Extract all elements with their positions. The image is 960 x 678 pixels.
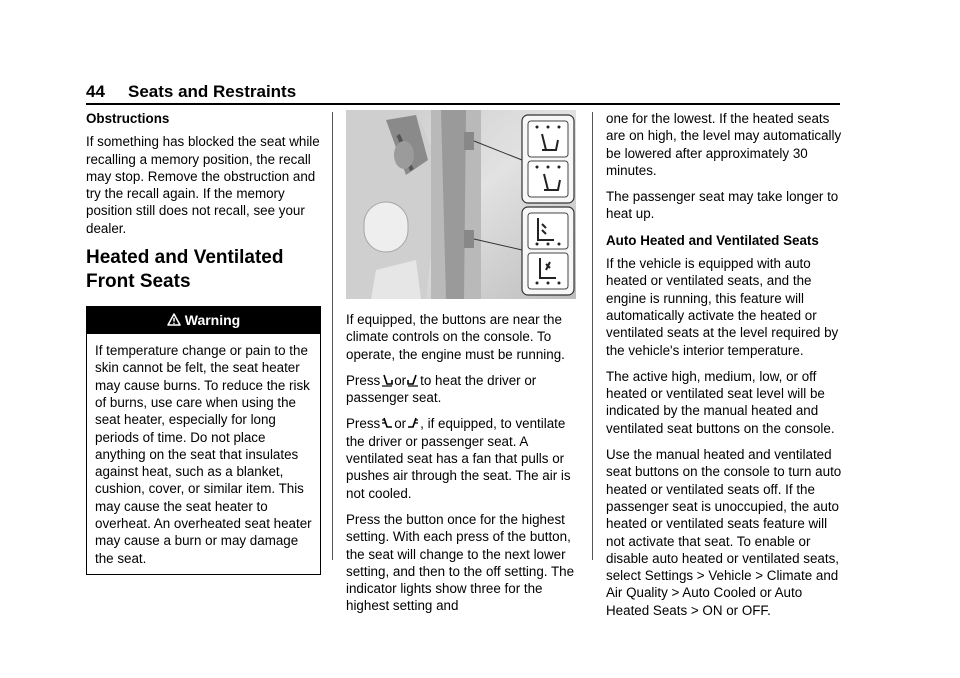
- heated-seat-driver-icon: [381, 374, 393, 387]
- vent-instruction-text: , if equipped, to ventilate the driver or passenger seat. A ventilated seat has a fan that pulls or pushes air through the seat. The air is not cooled.: [346, 416, 571, 501]
- column-1: [86, 110, 321, 575]
- warning-box: [86, 306, 321, 575]
- column-3: [606, 110, 842, 628]
- heat-press-label: Press: [346, 372, 381, 388]
- vent-press-label: Press: [346, 416, 381, 432]
- ventilated-seat-passenger-icon: [407, 417, 419, 430]
- indicator-text: The active high, medium, low, or off heated or ventilated seat level will be indicated by the manual heated and ventilated seat buttons on the console.: [606, 368, 835, 436]
- heat-or-label: or: [394, 372, 407, 388]
- page-number: 44: [86, 82, 105, 101]
- disable-text: Use the manual heated and ventilated seat buttons on the console to turn auto heated or ventilated seats off. If the passenger seat is unoccupied, the auto heated or ventilated seats feature will not activate that seat. To enable or disable auto heated or ventilated seats, select Settings > Vehicle > Climate and Air Quality > Auto Cooled or Auto Heated Seats > ON or OFF.: [606, 447, 842, 618]
- vent-or-label: or: [394, 416, 407, 432]
- obstructions-heading: Obstructions: [86, 111, 170, 126]
- column-2: [346, 110, 581, 624]
- warning-header: [87, 307, 320, 334]
- section-heading: Heated and Ventilated Front Seats: [86, 247, 284, 293]
- heat-instruction-text: to heat the driver or passenger seat.: [346, 372, 537, 406]
- operation-text: If equipped, the buttons are near the climate controls on the console. To operate, the engine must be running.: [346, 312, 565, 362]
- settings-text: Press the button once for the highest setting. With each press of the button, the seat will change to the next lower setting, and then to the off setting. The indicator lights show three for the highest setting and: [346, 511, 575, 614]
- level-text: one for the lowest. If the heated seats are on high, the level may automatically be lowered after approximately 30 minutes.: [606, 111, 842, 178]
- auto-text: If the vehicle is equipped with auto heated or ventilated seats, and the engine is running, this feature will automatically activate the heated or ventilated seats at the level required by the vehicle's interior temperature.: [606, 256, 839, 358]
- section-title: Seats and Restraints: [128, 82, 297, 101]
- column-divider: [332, 112, 333, 560]
- column-divider: [592, 112, 593, 560]
- warning-label: Warning: [184, 312, 241, 329]
- passenger-text: The passenger seat may take longer to heat up.: [606, 189, 839, 222]
- vent-instruction: [346, 415, 581, 501]
- heated-seat-passenger-icon: [407, 374, 419, 387]
- obstructions-text: If something has blocked the seat while recalling a memory position, the recall may stop. Remove the obstruction and try the recall again. If the memory position still does not recall, see your dealer.: [86, 134, 320, 236]
- console-buttons-photo: [346, 110, 576, 299]
- warning-triangle-icon: [167, 313, 181, 326]
- warning-text: If temperature change or pain to the skin cannot be felt, the seat heater may cause burns. To reduce the risk of burns, use care when using the seat heater, especially for long periods of time. Do not place anything on the seat that insulates against heat, such as a blanket, cushion, cover, or similar item. This may cause the seat heater to overheat. An overheated seat heater may cause a burn or may damage the seat.: [95, 343, 312, 566]
- header-rule: [86, 103, 840, 105]
- heat-instruction: [346, 372, 581, 407]
- ventilated-seat-driver-icon: [381, 417, 393, 430]
- auto-heading: Auto Heated and Ventilated Seats: [606, 232, 819, 248]
- page-header: [86, 82, 840, 104]
